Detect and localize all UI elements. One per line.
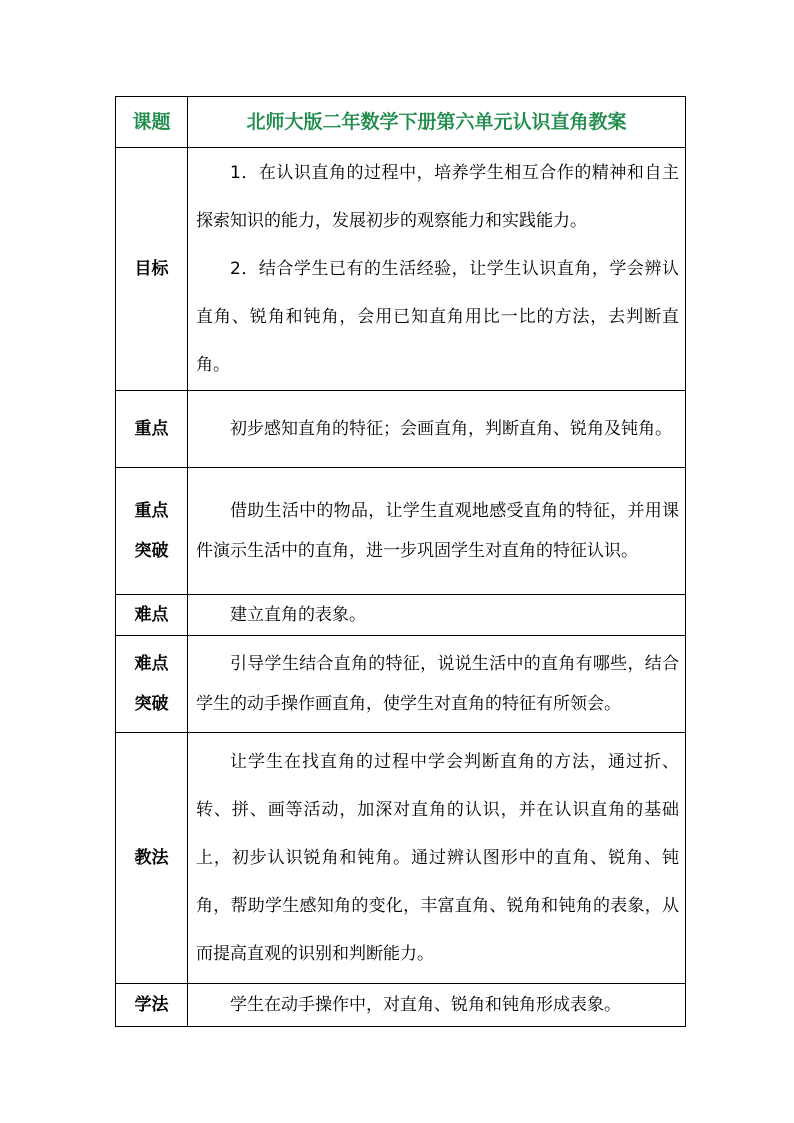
key-points-row — [116, 391, 686, 468]
key-points-text: 初步感知直角的特征；会画直角，判断直角、锐角及钝角。 — [230, 419, 672, 439]
subject-label-cell — [116, 97, 188, 148]
objectives-row — [116, 148, 686, 391]
difficulty-breakthrough-content — [188, 636, 686, 733]
objectives-label: 目标 — [134, 259, 169, 279]
key-breakthrough-label-line2: 突破 — [134, 541, 169, 561]
difficulty-label: 难点 — [134, 605, 169, 625]
key-breakthrough-text: 借助生活中的物品，让学生直观地感受直角的特征，并用课件演示生活中的直角，进一步巩固学生对直角的特征认识。 — [196, 501, 679, 561]
difficulty-row — [116, 595, 686, 636]
key-breakthrough-content — [188, 468, 686, 595]
objective-paragraph-1: 1．在认识直角的过程中，培养学生相互合作的精神和自主探索知识的能力，发展初步的观察能力和实践能力。 — [196, 163, 679, 231]
difficulty-breakthrough-label-line2: 突破 — [134, 694, 169, 714]
lesson-title: 北师大版二年数学下册第六单元认识直角教案 — [246, 111, 627, 133]
key-breakthrough-row — [116, 468, 686, 595]
teaching-method-row — [116, 733, 686, 984]
objective-paragraph-2: 2．结合学生已有的生活经验，让学生认识直角，学会辨认直角、锐角和钝角，会用已知直角用比一比的方法，去判断直角。 — [196, 259, 679, 375]
difficulty-text: 建立直角的表象。 — [230, 605, 366, 625]
objectives-label-cell — [116, 148, 188, 391]
header-row — [116, 97, 686, 148]
key-breakthrough-label-line1: 重点 — [134, 501, 169, 521]
key-points-label-cell — [116, 391, 188, 468]
learning-method-text: 学生在动手操作中，对直角、锐角和钝角形成表象。 — [230, 995, 621, 1015]
teaching-method-content — [188, 733, 686, 984]
lesson-plan-table — [115, 96, 686, 1027]
key-points-content — [188, 391, 686, 468]
key-breakthrough-label-cell — [116, 468, 188, 595]
objectives-content — [188, 148, 686, 391]
difficulty-breakthrough-text: 引导学生结合直角的特征，说说生活中的直角有哪些，结合学生的动手操作画直角，使学生对直角的特征有所领会。 — [196, 654, 679, 714]
learning-method-label-cell — [116, 984, 188, 1027]
teaching-method-label: 教法 — [134, 848, 169, 868]
learning-method-row — [116, 984, 686, 1027]
learning-method-content — [188, 984, 686, 1027]
subject-label: 课题 — [132, 111, 171, 133]
difficulty-breakthrough-label-line1: 难点 — [134, 654, 169, 674]
learning-method-label: 学法 — [134, 995, 169, 1015]
difficulty-breakthrough-label-cell — [116, 636, 188, 733]
teaching-method-label-cell — [116, 733, 188, 984]
difficulty-breakthrough-row — [116, 636, 686, 733]
key-points-label: 重点 — [134, 419, 169, 439]
teaching-method-text: 让学生在找直角的过程中学会判断直角的方法，通过折、转、拼、画等活动，加深对直角的认识，并在认识直角的基础上，初步认识锐角和钝角。通过辨认图形中的直角、锐角、钝角，帮助学生感知角的变化，丰富直角、锐角和钝角的表象，从而提高直观的识别和判断能力。 — [196, 752, 679, 964]
title-cell — [188, 97, 686, 148]
difficulty-label-cell — [116, 595, 188, 636]
difficulty-content — [188, 595, 686, 636]
